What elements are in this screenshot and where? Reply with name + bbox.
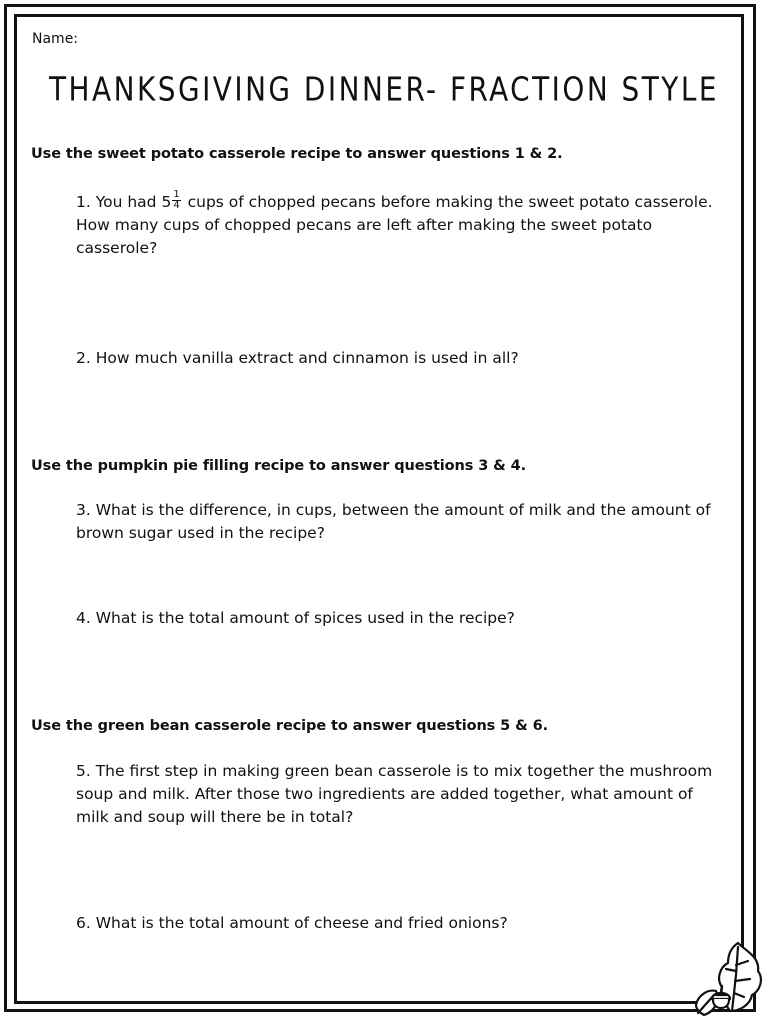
- fraction-numerator: 1: [173, 189, 180, 200]
- mixed-fraction: [172, 190, 180, 211]
- question-4: 4. What is the total amount of spices used in the recipe?: [76, 609, 515, 627]
- section-heading-pumpkin-pie: Use the pumpkin pie filling recipe to answer questions 3 & 4.: [31, 458, 527, 474]
- section-heading-sweet-potato: Use the sweet potato casserole recipe to answer questions 1 & 2.: [31, 146, 563, 162]
- question-1: [76, 191, 716, 260]
- question-1-prefix: 1. You had 5: [76, 193, 172, 211]
- question-1-suffix: cups of chopped pecans before making the sweet potato casserole. How many cups of chopped pecans are left after making the sweet potato casserole?: [76, 193, 713, 257]
- leaf-acorn-icon: [690, 935, 764, 1023]
- question-3: 3. What is the difference, in cups, between the amount of milk and the amount of brown sugar used in the recipe?: [76, 501, 711, 542]
- question-6: 6. What is the total amount of cheese and fried onions?: [76, 914, 508, 932]
- question-2: 2. How much vanilla extract and cinnamon is used in all?: [76, 349, 519, 367]
- worksheet-title: THANKSGIVING DINNER- FRACTION STYLE: [49, 71, 719, 109]
- section-heading-green-bean: Use the green bean casserole recipe to answer questions 5 & 6.: [31, 718, 548, 734]
- name-label: Name:: [32, 31, 79, 47]
- question-5: 5. The first step in making green bean casserole is to mix together the mushroom soup and milk. After those two ingredients are added together, what amount of milk and soup will there be in total?: [76, 762, 713, 826]
- fraction-denominator: 4: [173, 200, 180, 211]
